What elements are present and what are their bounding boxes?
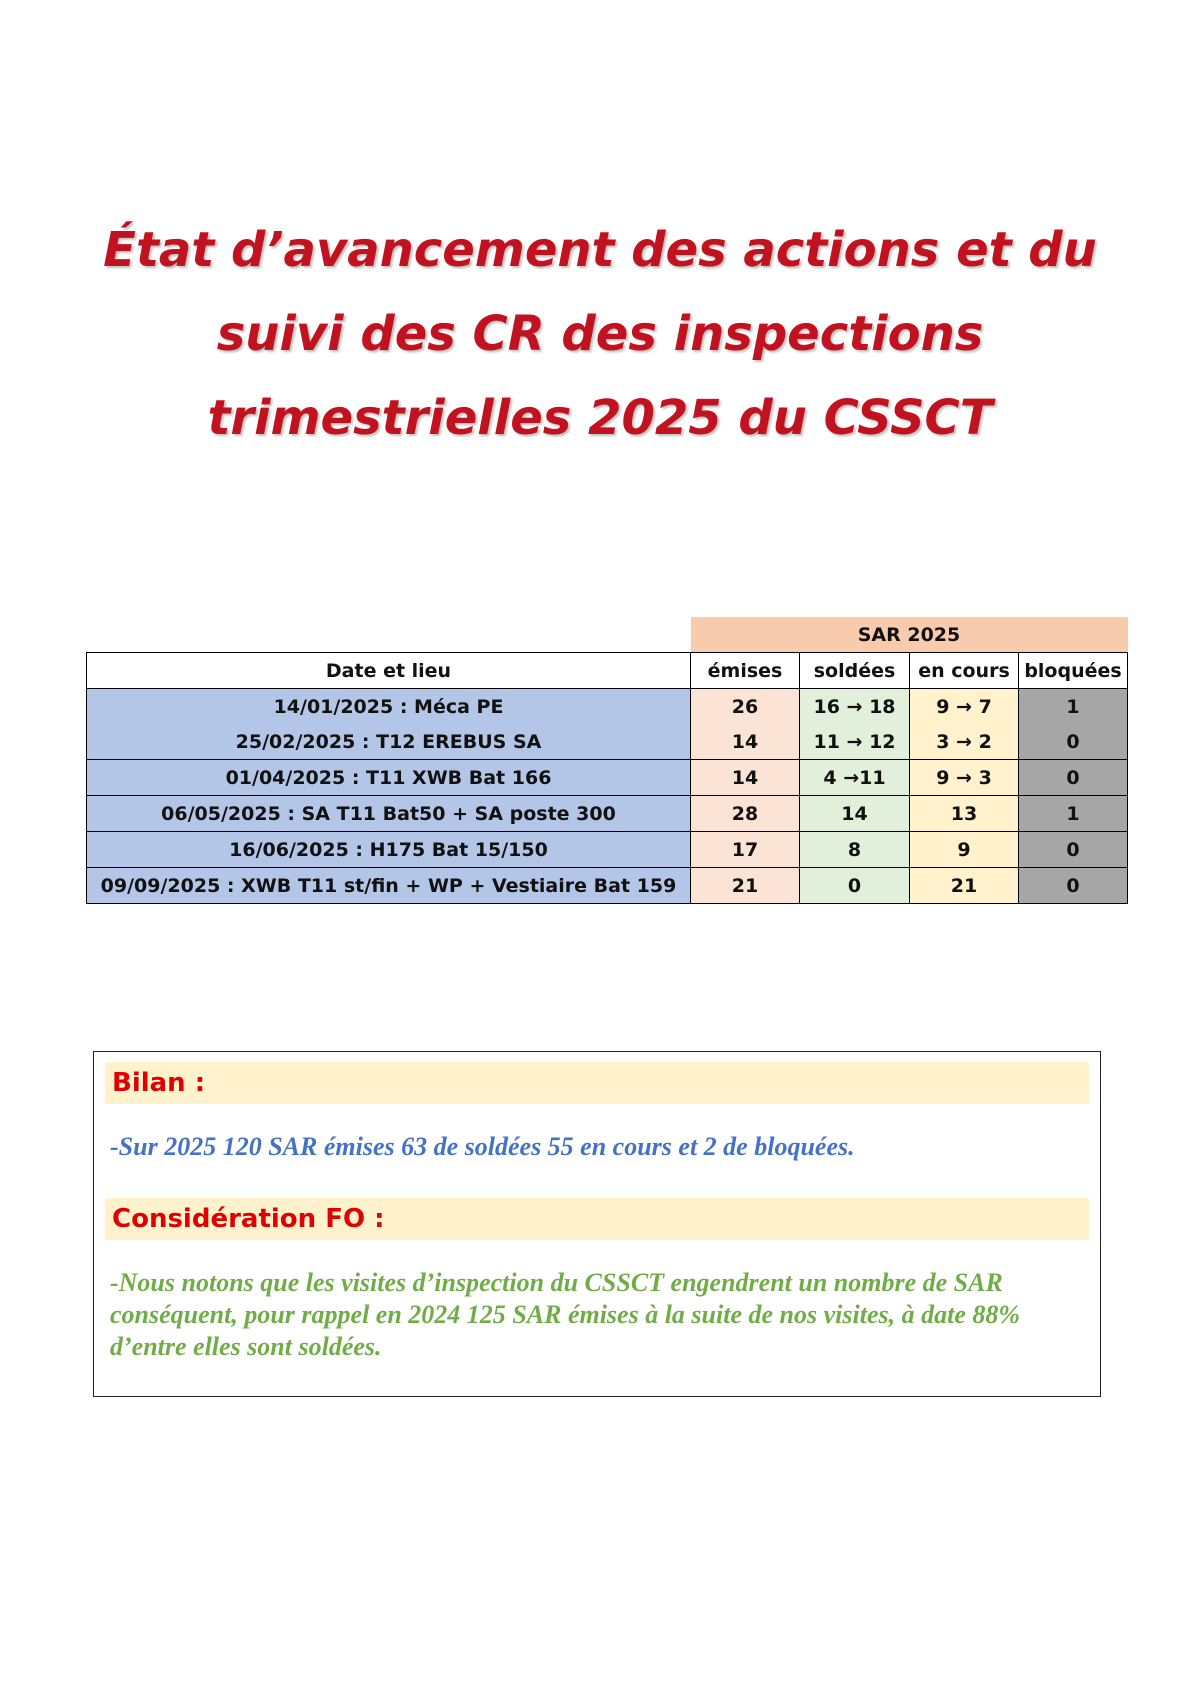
cell-bloquees: 0: [1019, 868, 1128, 904]
column-header-row: [87, 653, 1128, 689]
cell-emises: 14: [691, 760, 800, 796]
cell-lieu: 09/09/2025 : XWB T11 st/fin + WP + Vestiaire Bat 159: [87, 868, 691, 904]
group-header-spacer: [87, 617, 691, 653]
cell-en-cours: 9: [910, 832, 1019, 868]
table-row: [87, 760, 1128, 796]
cell-bloquees: 1: [1019, 796, 1128, 832]
cell-lieu: 06/05/2025 : SA T11 Bat50 + SA poste 300: [87, 796, 691, 832]
col-header-soldees: soldées: [800, 653, 910, 689]
cell-emises: 14: [691, 724, 800, 760]
table-row: [87, 796, 1128, 832]
cell-emises: 28: [691, 796, 800, 832]
cell-lieu: 01/04/2025 : T11 XWB Bat 166: [87, 760, 691, 796]
bilan-box: [93, 1051, 1101, 1397]
bilan-text: -Sur 2025 120 SAR émises 63 de soldées 55 en cours et 2 de bloquées.: [110, 1132, 855, 1161]
title-line-1: État d’avancement des actions et du: [103, 222, 1097, 279]
cell-emises: 17: [691, 832, 800, 868]
col-header-date-lieu: Date et lieu: [87, 653, 691, 689]
bilan-heading-band: [105, 1062, 1089, 1104]
consideration-heading-band: [105, 1198, 1089, 1240]
cell-soldees: 0: [800, 868, 910, 904]
sar-2025-header: SAR 2025: [691, 617, 1128, 653]
sar-table: [86, 617, 1128, 904]
cell-bloquees: 0: [1019, 724, 1128, 760]
table-row: [87, 689, 1128, 725]
cell-soldees: 11 → 12: [800, 724, 910, 760]
cell-en-cours: 9 → 7: [910, 689, 1019, 725]
cell-bloquees: 0: [1019, 760, 1128, 796]
cell-soldees: 16 → 18: [800, 689, 910, 725]
group-header-row: [87, 617, 1128, 653]
cell-lieu: 16/06/2025 : H175 Bat 15/150: [87, 832, 691, 868]
consideration-text: -Nous notons que les visites d’inspection du CSSCT engendrent un nombre de SAR conséquent, pour rappel en 2024 125 SAR émises à la suite de nos visites, à date 88% d’entre elles sont soldées.: [110, 1268, 1021, 1361]
col-header-emises: émises: [691, 653, 800, 689]
title-line-3: trimestrielles 2025 du CSSCT: [207, 390, 993, 447]
col-header-en-cours: en cours: [910, 653, 1019, 689]
consideration-heading: Considération FO :: [112, 1204, 385, 1234]
cell-en-cours: 21: [910, 868, 1019, 904]
cell-bloquees: 1: [1019, 689, 1128, 725]
cell-lieu: 14/01/2025 : Méca PE: [87, 689, 691, 725]
cell-soldees: 8: [800, 832, 910, 868]
table-row: [87, 724, 1128, 760]
cell-lieu: 25/02/2025 : T12 EREBUS SA: [87, 724, 691, 760]
cell-emises: 26: [691, 689, 800, 725]
table-row: [87, 868, 1128, 904]
cell-emises: 21: [691, 868, 800, 904]
cell-soldees: 14: [800, 796, 910, 832]
title-line-2: suivi des CR des inspections: [216, 306, 984, 363]
page-title: [100, 208, 1100, 460]
cell-en-cours: 9 → 3: [910, 760, 1019, 796]
cell-soldees: 4 →11: [800, 760, 910, 796]
col-header-bloquees: bloquées: [1019, 653, 1128, 689]
cell-en-cours: 13: [910, 796, 1019, 832]
table-row: [87, 832, 1128, 868]
cell-en-cours: 3 → 2: [910, 724, 1019, 760]
cell-bloquees: 0: [1019, 832, 1128, 868]
bilan-heading: Bilan :: [112, 1068, 206, 1098]
